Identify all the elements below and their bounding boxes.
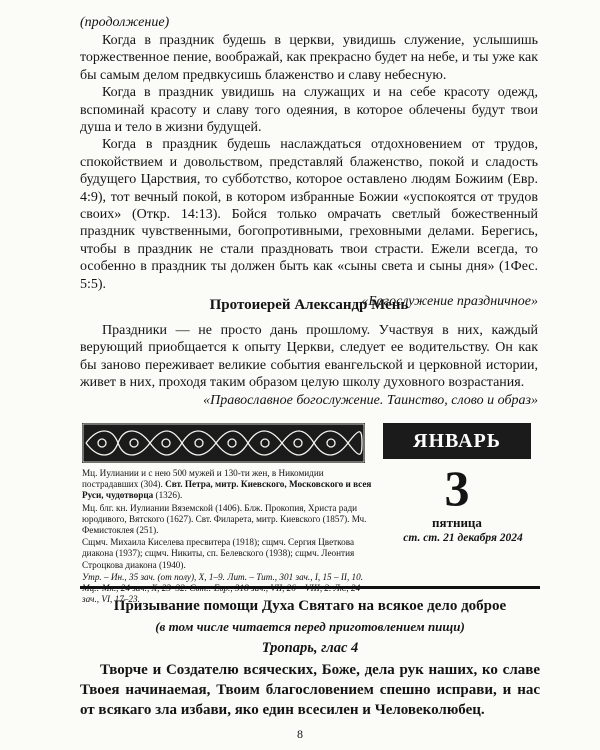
ornament-band	[82, 423, 365, 463]
prayer-title: Призывание помощи Духа Святаго на всякое дело доброе	[113, 598, 507, 614]
prayer-text: Творче и Создателю всяческих, Боже, дела рук наших, ко славе Твоея начинаемая, Твоим благословением спешно исправи, и нас от всякаго зла избави, яко един всесилен и Человеколюбец.	[80, 662, 540, 718]
men-paragraph: Праздники — не просто дань прошлому. Участвуя в них, каждый верующий приобщается к опыту Церкви, следует ее водительству. Он как бы заново переживает великие события евангельской и церковной истории, живет в них, проходя таким образом целую школу духовного возрастания.	[80, 323, 538, 391]
divider-rule	[80, 586, 540, 589]
saints-line-1-suffix: (1326).	[155, 490, 183, 501]
men-section	[80, 322, 538, 409]
month-label: ЯНВАРЬ	[383, 423, 531, 459]
paragraph-3: Когда в праздник будешь наслаждаться отдохновением от трудов, спокойствием и довольством, представляй блаженство, покой и сладость будущего Царствия, то субботство, которое оставлено людям Божиим (Евр. 4:9), тот вечный покой, в котором избранные Божии «успокоятся от трудов своих» (Откр. 14:13). Бойся только омрачать светлый божественный праздник чувственными, богопротивными, греховными делами. Берегись, чтобы в праздник не стали праздновать твои страсти. Ежели всегда, то особенно в праздник ты должен быть как «сыны света и сыны дня» (1Фес. 5:5).	[80, 137, 538, 292]
saints-line-3: Сщмч. Михаила Киселева пресвитера (1918); сщмч. Сергия Цветкова диакона (1937); сщмч. Никиты, сп. Белевского (1938); сщмч. Леонтия Строцкова диакона (1940).	[82, 537, 355, 570]
page-number: 8	[297, 727, 303, 741]
saints-line-1-prefix: Мц. Иулиании и с нею 500 мужей и 130-ти жен, в Никомидии пострадавших (304).	[82, 468, 324, 490]
continuation-label: (продолжение)	[80, 15, 170, 30]
tropar-heading: Тропарь, глас 4	[261, 640, 359, 656]
source-quote-men: «Православное богослужение. Таинство, слово и образ»	[203, 392, 538, 408]
saints-line-1	[82, 468, 377, 502]
old-style-date: ст. ст. 21 декабря 2024	[403, 532, 523, 544]
author-heading: Протоиерей Александр Мень	[209, 297, 409, 313]
saints-line-1-bold: Свт. Петра, митр. Киевского, Московского и всея Руси, чудотворца	[82, 479, 372, 501]
prayer-note: (в том числе читается перед приготовлением пищи)	[155, 619, 465, 634]
weekday: пятница	[432, 515, 482, 530]
top-section	[80, 32, 538, 311]
source-quote-top: «Богослужение праздничное»	[361, 294, 538, 310]
readings: Утр. – Ин., 35 зач. (от полу), Х, 1–9. Лит. – Тит., 301 зач., I, 15 – II, 10. зач., VI, 17–23.	[82, 571, 364, 605]
paragraph-1: Когда в праздник будешь в церкви, увидишь служение, услышишь торжественное пение, воображай, как прекрасно будет на небе, и ты уже как бы самым делом предвкусишь блаженство и славу небесную.	[80, 33, 538, 83]
paragraph-2: Когда в праздник увидишь на служащих и на себе красоту одежд, вспоминай красоту и славу того одеяния, в которое облечены будут твои душа и тело в жизни будущей.	[80, 85, 538, 136]
day-number: 3	[444, 460, 470, 516]
saints-line-2: Мц. блг. кн. Иулиании Вяземской (1406). Блж. Прокопия, Христа ради юродивого, Вятского (1627). Свт. Филарета, митр. Киевского (1857). Мч. Фемистоклея (251).	[82, 502, 367, 536]
